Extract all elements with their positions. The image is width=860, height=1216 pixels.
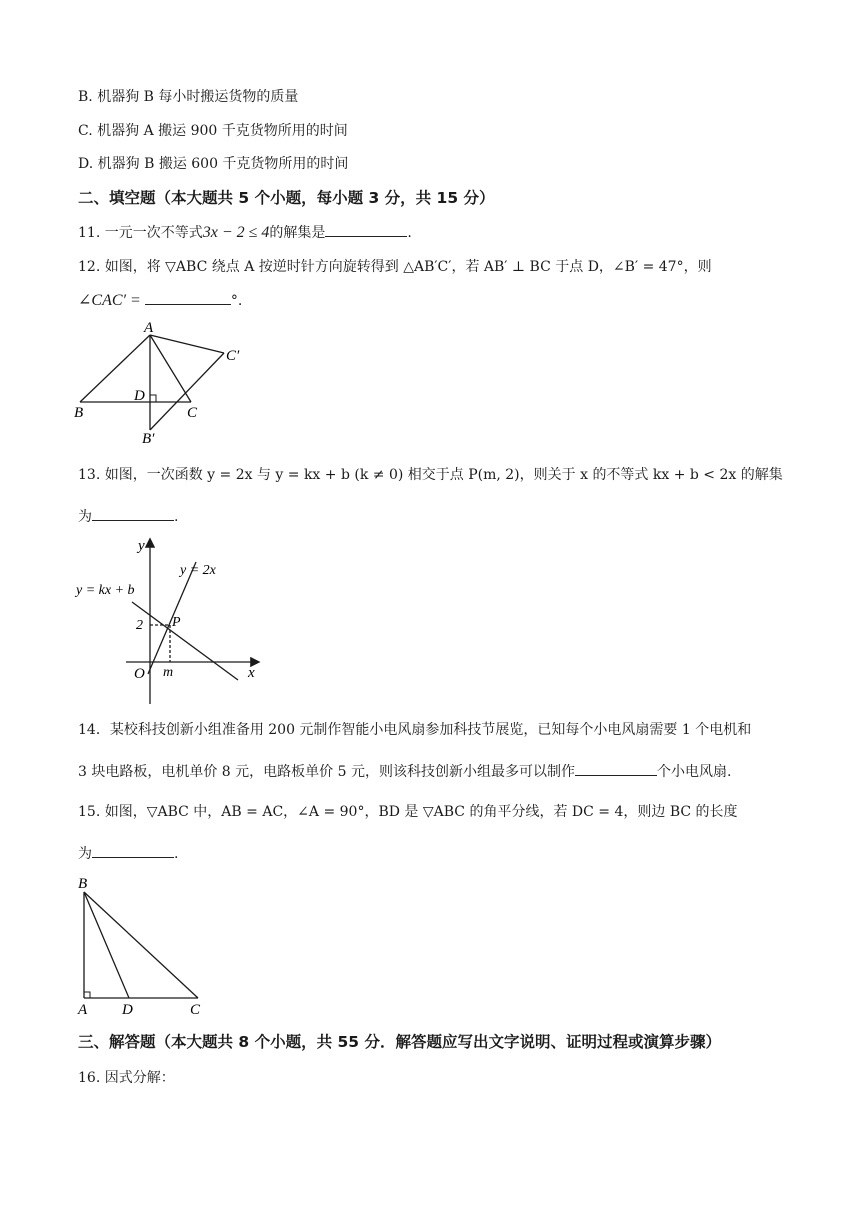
q14-prefix: 3 块电路板，电机单价 8 元，电路板单价 5 元，则该科技创新小组最多可以制作 (78, 764, 575, 780)
label-point-p: P (172, 615, 181, 630)
figure-12-triangle-rotation (74, 318, 254, 446)
question-13-line2 (78, 506, 178, 527)
label-d: D (134, 388, 145, 404)
figure-13-linear-functions (74, 532, 274, 710)
figure-15-right-isosceles-triangle (74, 872, 214, 1020)
label-x-axis: x (248, 665, 255, 681)
q13-prefix: 为 (78, 509, 92, 525)
q15-suffix: . (174, 846, 179, 862)
option-b: B. 机器狗 B 每小时搬运货物的质量 (78, 89, 299, 105)
question-12: 12. 如图，将 ▽ABC 绕点 A 按逆时针方向旋转得到 △AB′C′，若 AB′ ⊥ BC 于点 D，∠B′ = 47°，则 (78, 259, 712, 275)
q13-suffix: . (174, 509, 179, 525)
q11-prefix: 11. 一元一次不等式 (78, 225, 203, 241)
segment-bd (84, 892, 129, 998)
question-13: 13. 如图，一次函数 y = 2x 与 y = kx + b (k ≠ 0) 相交于点 P(m, 2)，则关于 x 的不等式 kx + b < 2x 的解集 (78, 467, 783, 483)
question-12-line2 (78, 290, 242, 311)
question-14-line2 (78, 761, 731, 782)
right-angle-mark-d (150, 395, 156, 402)
q11-end: . (407, 225, 412, 241)
q12-answer-blank[interactable] (145, 290, 231, 305)
label-two: 2 (136, 618, 143, 633)
right-angle-mark-a (84, 992, 90, 998)
q11-expression: 3x − 2 ≤ 4 (202, 224, 270, 241)
label-b: B (78, 876, 88, 892)
q14-suffix: 个小电风扇. (656, 764, 732, 780)
label-d: D (122, 1002, 133, 1018)
question-15: 15. 如图，▽ABC 中，AB = AC，∠A = 90°，BD 是 ▽ABC 的角平分线，若 DC = 4，则边 BC 的长度 (78, 804, 738, 820)
q15-prefix: 为 (78, 846, 92, 862)
option-c: C. 机器狗 A 搬运 900 千克货物所用的时间 (78, 123, 348, 139)
label-a: A (144, 320, 154, 336)
label-line-kxb: y = kx + b (76, 583, 135, 598)
q15-answer-blank[interactable] (92, 843, 174, 858)
q11-answer-blank[interactable] (325, 222, 407, 237)
label-c: C (190, 1002, 201, 1018)
section-3-heading: 三、解答题（本大题共 8 个小题，共 55 分．解答题应写出文字说明、证明过程或演算步骤） (78, 1033, 721, 1051)
question-15-line2 (78, 843, 178, 864)
section-2-heading: 二、填空题（本大题共 5 个小题，每小题 3 分，共 15 分） (78, 189, 495, 207)
label-origin: O (134, 666, 145, 682)
label-b: B (74, 405, 84, 421)
label-a: A (78, 1002, 88, 1018)
q14-answer-blank[interactable] (575, 761, 657, 776)
label-y-axis: y (138, 538, 145, 554)
q13-answer-blank[interactable] (92, 506, 174, 521)
option-d: D. 机器狗 B 搬运 600 千克货物所用的时间 (78, 156, 349, 172)
question-11 (78, 222, 412, 243)
q11-suffix: 的解集是 (269, 225, 326, 241)
q12-angle: ∠CAC′ = (78, 292, 141, 309)
question-14: 14．某校科技创新小组准备用 200 元制作智能小电风扇参加科技节展览，已知每个小电风扇需要 1 个电机和 (78, 722, 752, 738)
segment-ac (150, 335, 191, 402)
line-y-kx-b (132, 602, 238, 680)
label-c: C (187, 405, 198, 421)
segment-ac-prime (150, 335, 224, 353)
label-b-prime: B′ (142, 431, 155, 446)
label-line-2x: y = 2x (180, 563, 216, 578)
question-16: 16. 因式分解： (78, 1070, 175, 1086)
label-c-prime: C′ (226, 348, 240, 364)
segment-bc (84, 892, 198, 998)
q12-suffix: °. (230, 293, 243, 309)
label-m: m (163, 665, 174, 680)
